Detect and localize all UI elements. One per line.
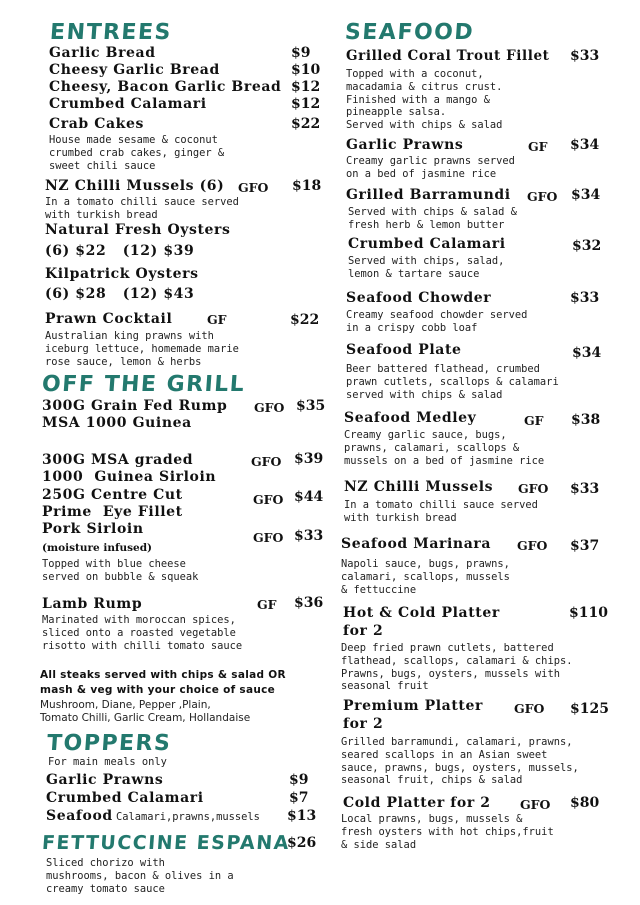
menu-item-description: Served with chips, salad, lemon & tartare sauce [348,255,505,280]
menu-item-name-line2: for 2 [343,716,384,732]
menu-item-description: Deep fried prawn cutlets, battered flathead, scallops, calamari & chips. Prawns, bugs, oysters, mussels with seasonal fruit [341,642,573,693]
menu-item-price: $35 [296,398,326,414]
menu-item-name: Seafood Marinara [341,536,492,552]
menu-item-description: Sliced chorizo with mushrooms, bacon & olives in a creamy tomato sauce [46,857,234,895]
menu-item-price: $22 [291,116,321,132]
menu-item-price: $39 [294,451,324,467]
dietary-tag: GFO [253,492,284,507]
menu-item-price: $9 [291,45,311,61]
menu-item-price: $33 [570,290,600,306]
sauce-options: Mushroom, Diane, Pepper ,Plain, Tomato Chilli, Garlic Cream, Hollandaise [40,699,251,724]
menu-item-description: Local prawns, bugs, mussels & fresh oysters with hot chips,fruit & side salad [341,813,554,851]
menu-item-name: Garlic Bread [49,45,156,61]
menu-item-price: $12 [291,79,321,95]
menu-item-price: $36 [294,595,324,611]
menu-item-description: Creamy garlic sauce, bugs, prawns, calamari, scallops & mussels on a bed of jasmine rice [344,429,545,467]
menu-item-description: Grilled barramundi, calamari, prawns, seared scallops in an Asian sweet sauce, prawns, bugs, oysters, mussels, seasonal fruit, chips & salad [341,736,579,787]
dietary-tag: GFO [520,797,551,812]
menu-item-price: $37 [570,538,600,554]
dietary-tag: GFO [251,454,282,469]
dietary-tag: GF [528,139,548,154]
menu-item-name: Crab Cakes [49,116,144,132]
menu-item-name: Natural Fresh Oysters [45,222,231,238]
menu-item-name: Kilpatrick Oysters [45,266,199,282]
menu-item-name: Lamb Rump [42,596,143,612]
menu-item-price: $22 [290,312,320,328]
menu-item-price: $33 [570,48,600,64]
menu-item-name: Seafood Medley [344,410,477,426]
menu-item-name: Cheesy, Bacon Garlic Bread [49,79,282,95]
menu-item-name: Grilled Barramundi [346,187,511,203]
menu-item-description: Australian king prawns with iceburg lettuce, homemade marie rose sauce, lemon & herbs [45,330,239,368]
menu-item-description: In a tomato chilli sauce served with turkish bread [344,499,538,524]
menu-item-name-line2: MSA 1000 Guinea [42,415,192,431]
menu-item-price: $34 [571,187,601,203]
menu-item-name: Cold Platter for 2 [343,795,491,811]
dietary-tag: GFO [518,481,549,496]
menu-item-price: $38 [571,412,601,428]
oyster-prices: (6) $22 (12) $39 [45,243,195,259]
menu-item-price: $9 [289,772,309,788]
menu-item-price: $32 [572,238,602,254]
dietary-tag: GFO [254,400,285,415]
menu-item-description: Topped with blue cheese served on bubble & squeak [42,558,199,583]
entrees-heading: ENTREES [49,20,173,45]
menu-item-description: Topped with a coconut, macadamia & citrus crust. Finished with a mango & pineapple salsa. Served with chips & salad [346,68,503,132]
menu-item-description: House made sesame & coconut crumbed crab cakes, ginger & sweet chili sauce [49,134,225,172]
menu-item-name: Crumbed Calamari [46,790,204,806]
dietary-tag: GFO [527,189,558,204]
off-the-grill-heading: OFF THE GRILL [41,372,247,397]
menu-item-price: $13 [287,808,317,824]
menu-item-price: $44 [294,489,324,505]
menu-item-name: Hot & Cold Platter [343,605,500,621]
dietary-tag: GFO [253,530,284,545]
menu-item-name: Cheesy Garlic Bread [49,62,220,78]
dietary-tag: GFO [514,701,545,716]
menu-item-name: Seafood [46,808,113,824]
dietary-tag: GFO [238,180,269,195]
menu-item-price: $33 [570,481,600,497]
menu-item-name: 300G Grain Fed Rump [42,398,228,414]
menu-item-price: $12 [291,96,321,112]
menu-item-name: 250G Centre Cut [42,487,183,503]
menu-item-name-line2: for 2 [343,623,384,639]
menu-item-name: Seafood Plate [346,342,462,358]
menu-item-description: Beer battered flathead, crumbed prawn cutlets, scallops & calamari served with chips & salad [346,363,559,401]
menu-item-name: Seafood Chowder [346,290,492,306]
menu-item-price: $34 [572,345,602,361]
menu-item-name: Garlic Prawns [346,137,464,153]
menu-item-name-line2: 1000 Guinea Sirloin [42,469,217,485]
menu-item-price: $110 [569,605,608,621]
menu-item-description: In a tomato chilli sauce served with turkish bread [45,196,239,221]
menu-item-name: Prawn Cocktail [45,311,173,327]
oyster-prices: (6) $28 (12) $43 [45,286,195,302]
menu-item-name: Crumbed Calamari [49,96,207,112]
menu-item-price: $18 [292,178,322,194]
menu-item-price: $125 [570,701,609,717]
menu-item-description: Napoli sauce, bugs, prawns, calamari, scallops, mussels & fettuccine [341,558,510,596]
fettuccine-heading: FETTUCCINE ESPANA [41,832,291,854]
menu-item-name-line2: Prime Eye Fillet [42,504,183,520]
menu-item-name: Premium Platter [343,698,483,714]
dietary-tag: GFO [517,538,548,553]
menu-item-description: Creamy garlic prawns served on a bed of jasmine rice [346,155,515,180]
menu-item-price: $33 [294,528,324,544]
dietary-tag: GF [257,597,277,612]
toppers-heading: TOPPERS [46,731,173,756]
menu-item-price: $80 [570,795,600,811]
menu-item-name: Pork Sirloin [42,521,144,537]
menu-item-name: Crumbed Calamari [348,236,506,252]
menu-item-note: (moisture infused) [42,542,153,554]
menu-item-description: Served with chips & salad & fresh herb & lemon butter [348,206,517,231]
menu-item-description: Creamy seafood chowder served in a crispy cobb loaf [346,309,528,334]
dietary-tag: GF [524,413,544,428]
menu-item-name: NZ Chilli Mussels (6) [45,178,225,194]
menu-item-description: Calamari,prawns,mussels [116,811,260,823]
toppers-note: For main meals only [48,756,167,768]
menu-item-name: 300G MSA graded [42,452,194,468]
menu-item-name: NZ Chilli Mussels [344,479,494,495]
menu-item-price: $10 [291,62,321,78]
menu-item-price: $34 [570,137,600,153]
steak-sides-note: All steaks served with chips & salad OR mash & veg with your choice of sauce [40,669,286,696]
seafood-heading: SEAFOOD [344,20,475,45]
menu-item-price: $26 [287,835,317,851]
menu-item-description: Marinated with moroccan spices, sliced onto a roasted vegetable risotto with chilli tomato sauce [42,614,243,652]
dietary-tag: GF [207,312,227,327]
menu-item-price: $7 [289,790,309,806]
menu-item-name: Garlic Prawns [46,772,164,788]
menu-item-name: Grilled Coral Trout Fillet [346,48,550,64]
